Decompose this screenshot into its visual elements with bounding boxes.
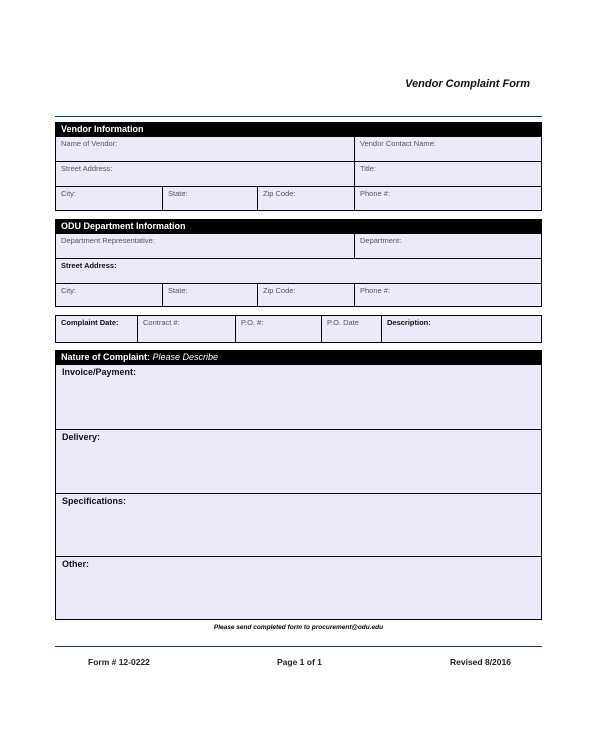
nature-header-label: Nature of Complaint: [61,352,150,362]
invoice-payment-field[interactable]: Invoice/Payment: [55,365,542,430]
vendor-street-field[interactable]: Street Address: [55,161,355,187]
other-field[interactable]: Other: [55,556,542,620]
vendor-title-field[interactable]: Title: [354,161,542,187]
form-title: Vendor Complaint Form [405,78,530,90]
vendor-state-field[interactable]: State: [162,186,258,211]
po-date-field[interactable]: P.O. Date [321,315,382,343]
dept-zip-field[interactable]: Zip Code: [257,283,355,307]
vendor-name-field[interactable]: Name of Vendor: [55,136,355,162]
dept-state-field[interactable]: State: [162,283,258,307]
nature-header-hint: Please Describe [152,352,219,362]
dept-city-field[interactable]: City: [55,283,163,307]
description-field[interactable]: Description: [381,315,542,343]
page-number: Page 1 of 1 [277,657,322,667]
dept-phone-field[interactable]: Phone #: [354,283,542,307]
dept-street-field[interactable]: Street Address: [55,258,542,284]
complaint-date-field[interactable]: Complaint Date: [55,315,138,343]
revised-date: Revised 8/2016 [450,657,511,667]
vendor-info-header: Vendor Information [55,122,542,136]
dept-info-header: ODU Department Information [55,219,542,233]
dept-rep-field[interactable]: Department Representative: [55,233,355,259]
delivery-field[interactable]: Delivery: [55,429,542,494]
dept-department-field[interactable]: Department: [354,233,542,259]
vendor-phone-field[interactable]: Phone #: [354,186,542,211]
contract-number-field[interactable]: Contract #: [137,315,236,343]
vendor-zip-field[interactable]: Zip Code: [257,186,355,211]
vendor-city-field[interactable]: City: [55,186,163,211]
nature-header [55,350,542,365]
vendor-contact-field[interactable]: Vendor Contact Name: [354,136,542,162]
po-number-field[interactable]: P.O. #: [235,315,322,343]
submission-note: Please send completed form to procurement@odu.edu [213,624,384,631]
form-number: Form # 12-0222 [88,657,150,667]
footer-divider [55,646,542,647]
specifications-field[interactable]: Specifications: [55,493,542,557]
divider [55,116,542,117]
